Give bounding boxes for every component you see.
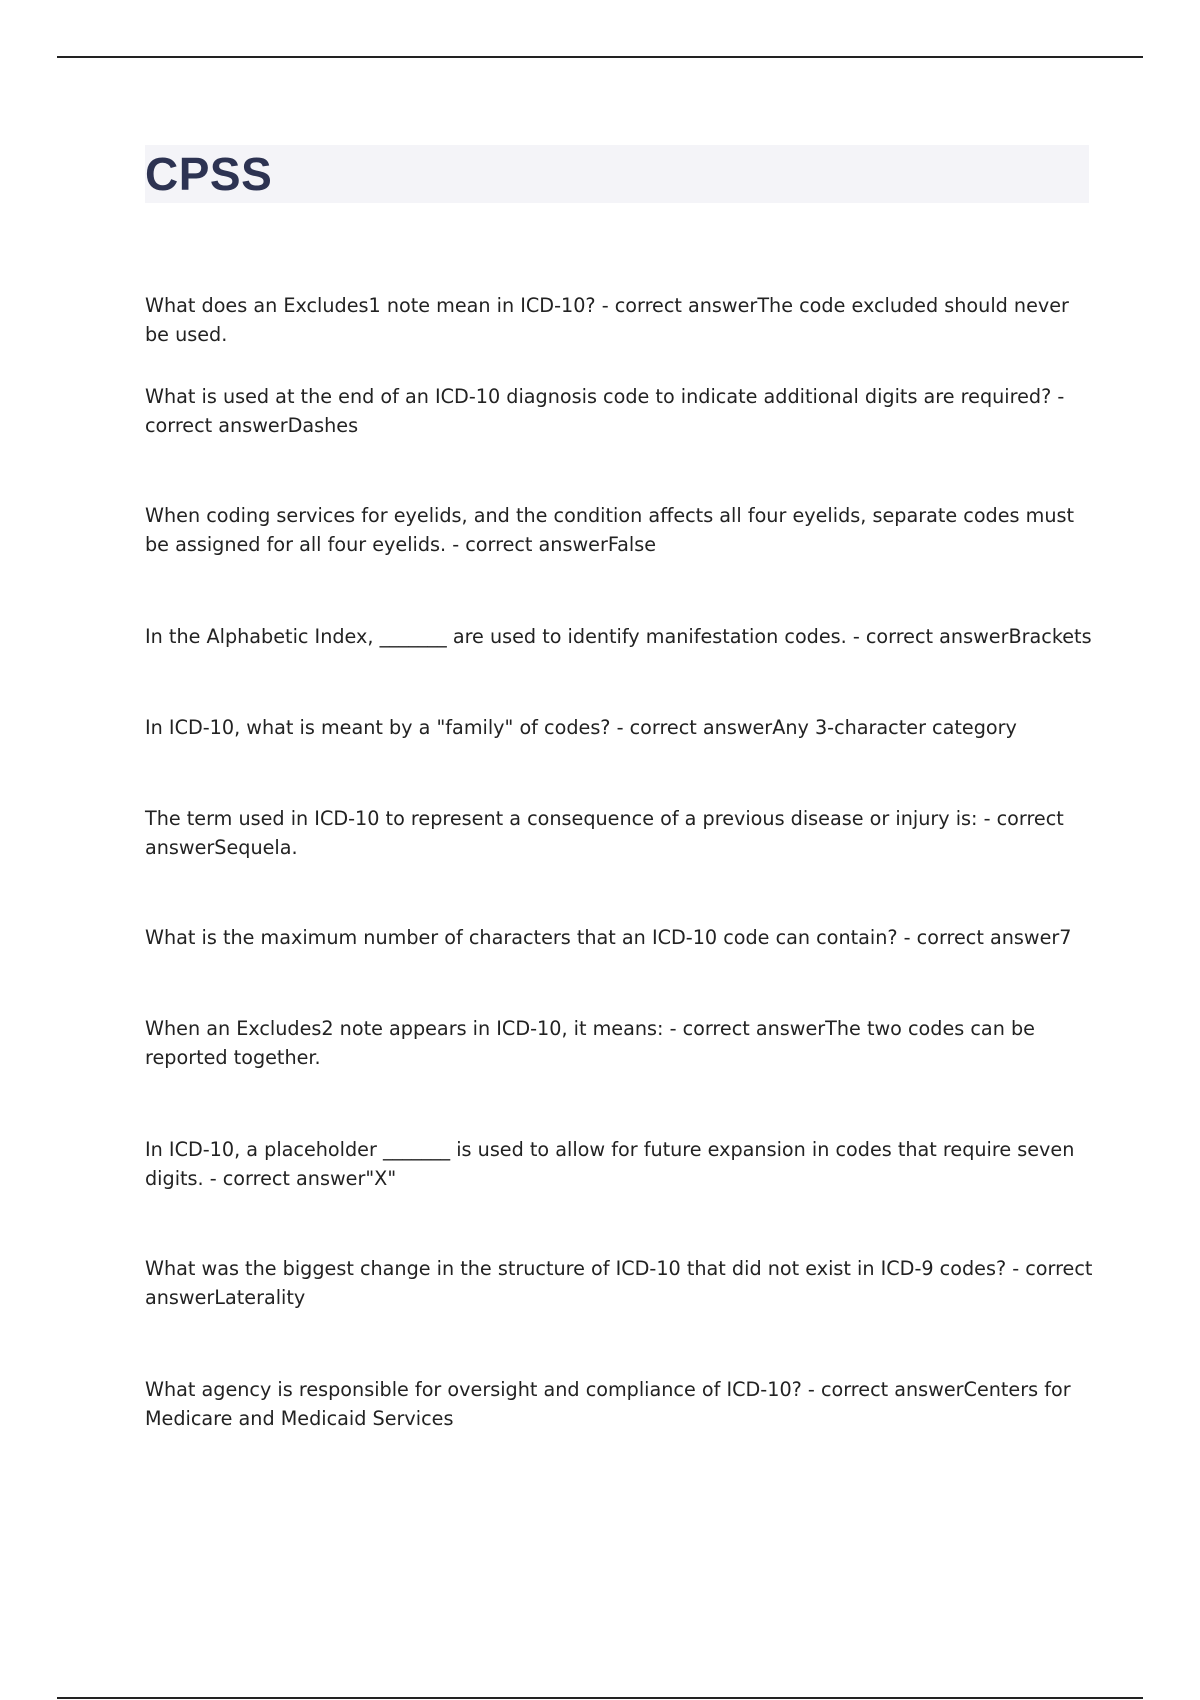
document-title: CPSS xyxy=(145,148,273,200)
qa-item-1: What does an Excludes1 note mean in ICD-10? - correct answerThe code excluded should never be used. xyxy=(145,294,1069,346)
qa-item-4: In the Alphabetic Index, _______ are used to identify manifestation codes. - correct answerBrackets xyxy=(145,625,1092,648)
qa-item-2: What is used at the end of an ICD-10 diagnosis code to indicate additional digits are required? - correct answerDashes xyxy=(145,385,1065,437)
qa-item-9: In ICD-10, a placeholder _______ is used to allow for future expansion in codes that require seven digits. - correct answer"X" xyxy=(145,1138,1075,1190)
qa-item-7: What is the maximum number of characters that an ICD-10 code can contain? - correct answer7 xyxy=(145,926,1072,949)
qa-item-6: The term used in ICD-10 to represent a consequence of a previous disease or injury is: - correct answerSequela. xyxy=(145,807,1064,859)
qa-item-11: What agency is responsible for oversight and compliance of ICD-10? - correct answerCenters for Medicare and Medicaid Services xyxy=(145,1378,1071,1430)
top-rule xyxy=(57,56,1143,58)
qa-item-10: What was the biggest change in the structure of ICD-10 that did not exist in ICD-9 codes? - correct answerLaterality xyxy=(145,1257,1093,1309)
qa-item-8: When an Excludes2 note appears in ICD-10, it means: - correct answerThe two codes can be reported together. xyxy=(145,1017,1035,1069)
qa-item-5: In ICD-10, what is meant by a "family" of codes? - correct answerAny 3-character category xyxy=(145,716,1017,739)
title-band xyxy=(145,145,1089,203)
qa-item-3: When coding services for eyelids, and the condition affects all four eyelids, separate codes must be assigned for all four eyelids. - correct answerFalse xyxy=(145,504,1075,556)
bottom-rule xyxy=(57,1697,1143,1699)
